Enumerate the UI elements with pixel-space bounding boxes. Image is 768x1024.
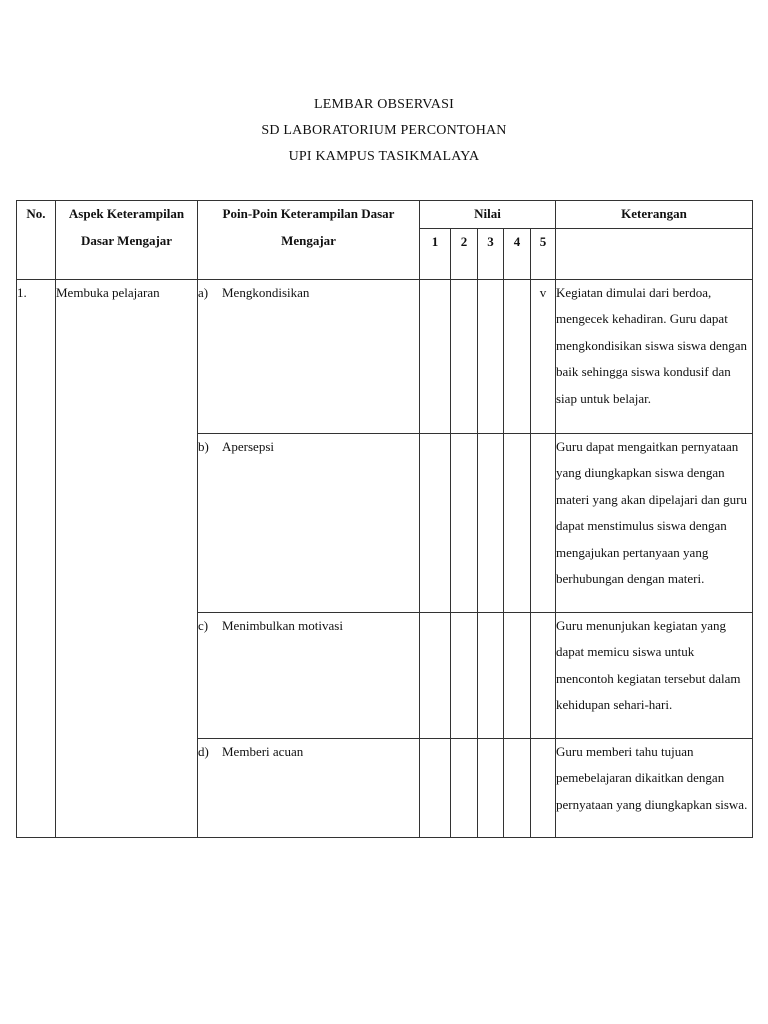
poin-text: Menimbulkan motivasi — [222, 617, 343, 633]
score-cell-2 — [451, 612, 478, 738]
row-number: 1. — [17, 279, 56, 837]
score-cell-5 — [531, 433, 556, 612]
campus-name: UPI KAMPUS TASIKMALAYA — [288, 149, 480, 164]
header-score-4: 4 — [504, 228, 531, 279]
score-cell-3 — [478, 738, 504, 837]
score-cell-3 — [478, 279, 504, 433]
score-cell-3 — [478, 612, 504, 738]
poin-label: a) — [198, 284, 209, 300]
poin-cell — [198, 433, 420, 612]
keterangan-cell: Guru menunjukan kegiatan yang dapat memicu siswa untuk mencontoh kegiatan tersebut dalam kehidupan sehari-hari. — [556, 612, 753, 738]
score-cell-2 — [451, 738, 478, 837]
header-no: No. — [17, 201, 56, 280]
keterangan-cell: Kegiatan dimulai dari berdoa, mengecek kehadiran. Guru dapat mengkondisikan siswa siswa dengan baik sehingga siswa kondusif dan siap untuk belajar. — [556, 279, 753, 433]
poin-text: Apersepsi — [222, 438, 274, 454]
score-cell-4 — [504, 279, 531, 433]
poin-cell — [198, 612, 420, 738]
header-score-3: 3 — [478, 228, 504, 279]
poin-label: c) — [198, 617, 209, 633]
aspek-cell: Membuka pelajaran — [56, 279, 198, 837]
header-keterangan: Keterangan — [556, 201, 753, 229]
score-cell-4 — [504, 433, 531, 612]
header-score-5: 5 — [531, 228, 556, 279]
score-cell-5 — [531, 612, 556, 738]
keterangan-cell: Guru dapat mengaitkan pernyataan yang diungkapkan siswa dengan materi yang akan dipelajari dan guru dapat menstimulus siswa dengan mengajukan pertanyaan yang berhubungan dengan materi. — [556, 433, 753, 612]
poin-label: b) — [198, 438, 209, 454]
score-cell-5: v — [531, 279, 556, 433]
header-nilai: Nilai — [420, 201, 556, 229]
school-name: SD LABORATORIUM PERCONTOHAN — [261, 123, 507, 138]
score-cell-1 — [420, 738, 451, 837]
table-row — [17, 279, 753, 433]
score-cell-4 — [504, 738, 531, 837]
header-keterangan-blank — [556, 228, 753, 279]
header-score-1: 1 — [420, 228, 451, 279]
score-cell-4 — [504, 612, 531, 738]
header-score-2: 2 — [451, 228, 478, 279]
keterangan-cell: Guru memberi tahu tujuan pemebelajaran dikaitkan dengan pernyataan yang diungkapkan siswa. — [556, 738, 753, 837]
observation-table — [16, 200, 753, 838]
header-aspek: Aspek Keterampilan Dasar Mengajar — [56, 201, 198, 280]
poin-cell — [198, 279, 420, 433]
poin-text: Memberi acuan — [222, 743, 304, 759]
score-cell-1 — [420, 433, 451, 612]
header-poin: Poin-Poin Keterampilan Dasar Mengajar — [198, 201, 420, 280]
score-cell-1 — [420, 612, 451, 738]
poin-cell — [198, 738, 420, 837]
poin-text: Mengkondisikan — [222, 284, 310, 300]
document-title: LEMBAR OBSERVASI — [314, 97, 454, 112]
score-cell-2 — [451, 279, 478, 433]
document-title-block — [0, 92, 768, 170]
score-cell-5 — [531, 738, 556, 837]
poin-label: d) — [198, 743, 209, 759]
score-cell-3 — [478, 433, 504, 612]
score-cell-1 — [420, 279, 451, 433]
score-cell-2 — [451, 433, 478, 612]
